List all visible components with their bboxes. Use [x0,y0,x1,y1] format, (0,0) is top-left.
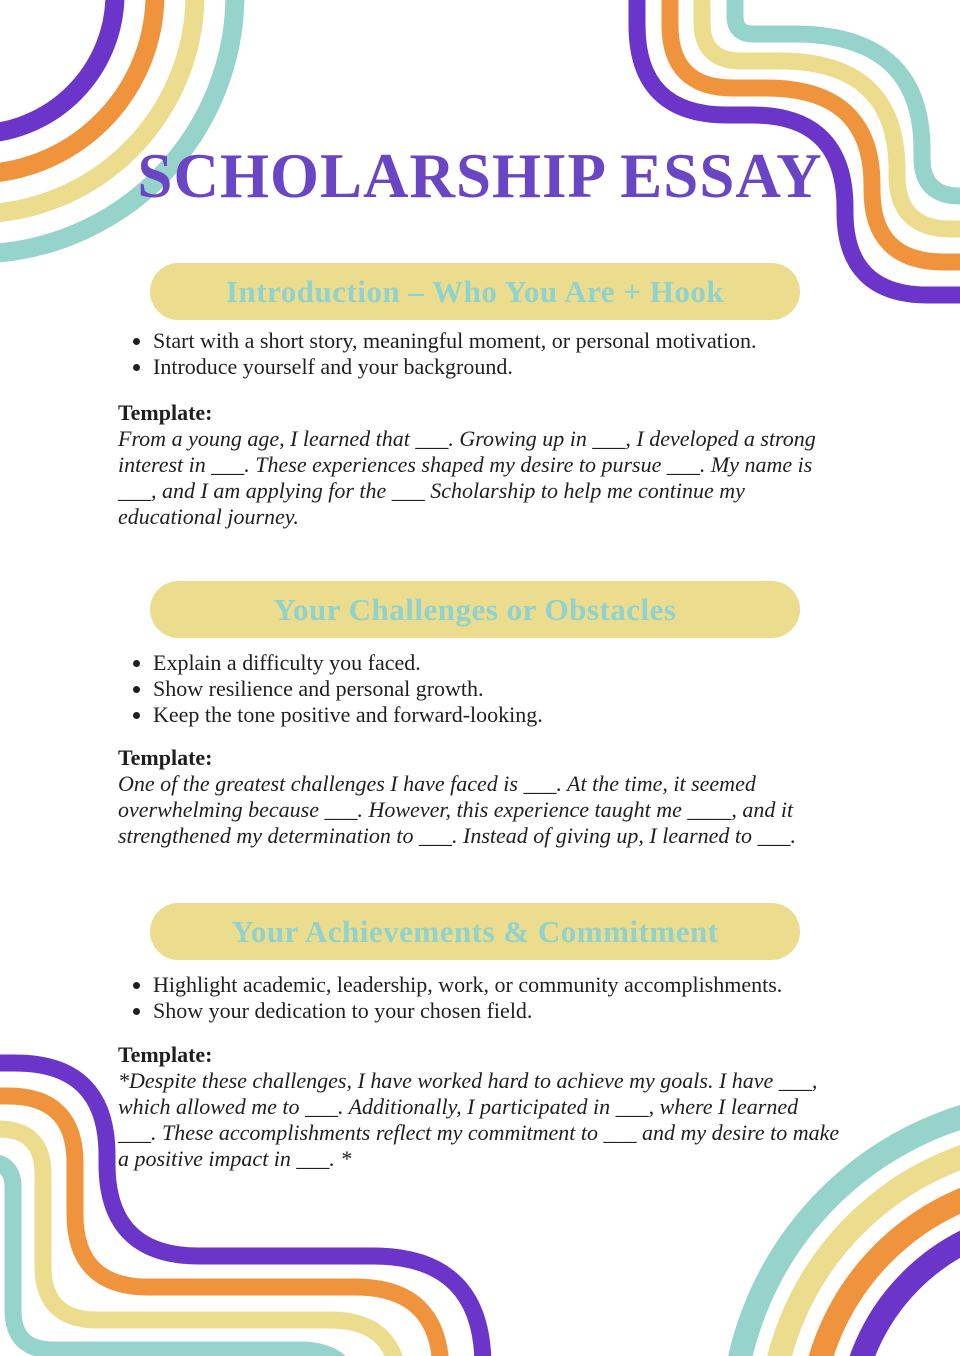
section-heading-introduction [150,263,800,320]
bullet-text: Show resilience and personal growth. [153,676,484,701]
bullet-text: Show your dedication to your chosen field. [153,998,533,1023]
bullet-dot-icon [133,364,140,371]
list-item [133,998,853,1024]
template-text: *Despite these challenges, I have worked hard to achieve my goals. I have ___, which allowed me to ___. Additionally, I participated in ___, where I learned ___. These accomplishments reflect my commitment to ___ and my desire to make a positive impact in ___. * [118,1068,840,1171]
section-heading-text: Your Achievements & Commitment [231,913,719,949]
bullet-dot-icon [133,982,140,989]
section-heading-text: Introduction – Who You Are + Hook [225,273,725,309]
bullet-list-introduction [133,328,853,380]
template-text: One of the greatest challenges I have faced is ___. At the time, it seemed overwhelming because ___. However, this experience taught me ____, and it strengthened my determination to ___. Instead of giving up, I learned to ___. [118,771,797,848]
bullet-list-achievements [133,972,853,1024]
bullet-dot-icon [133,660,140,667]
template-label: Template: [118,745,213,770]
template-block-achievements [118,1042,840,1172]
bullet-dot-icon [133,1008,140,1015]
bullet-text: Introduce yourself and your background. [153,354,513,379]
list-item [133,676,853,702]
template-block-challenges [118,745,840,849]
page-title: SCHOLARSHIP ESSAY [137,141,823,211]
bullet-dot-icon [133,686,140,693]
template-text: From a young age, I learned that ___. Growing up in ___, I developed a strong interest in ___. These experiences shaped my desire to pursue ___. My name is ___, and I am applying for the ___ Scholarship to help me continue my educational journey. [118,426,816,529]
template-block-introduction [118,400,840,530]
template-label: Template: [118,1042,213,1067]
section-heading-achievements [150,903,800,960]
list-item [133,972,853,998]
bullet-dot-icon [133,338,140,345]
bullet-list-challenges [133,650,853,728]
bullet-text: Start with a short story, meaningful moment, or personal motivation. [153,328,757,353]
list-item [133,354,853,380]
list-item [133,328,853,354]
list-item [133,702,853,728]
section-heading-text: Your Challenges or Obstacles [273,591,677,627]
bullet-text: Highlight academic, leadership, work, or community accomplishments. [153,972,783,997]
bullet-text: Explain a difficulty you faced. [153,650,421,675]
bullet-dot-icon [133,712,140,719]
bullet-text: Keep the tone positive and forward-looking. [153,702,543,727]
template-label: Template: [118,400,213,425]
section-heading-challenges [150,581,800,638]
list-item [133,650,853,676]
